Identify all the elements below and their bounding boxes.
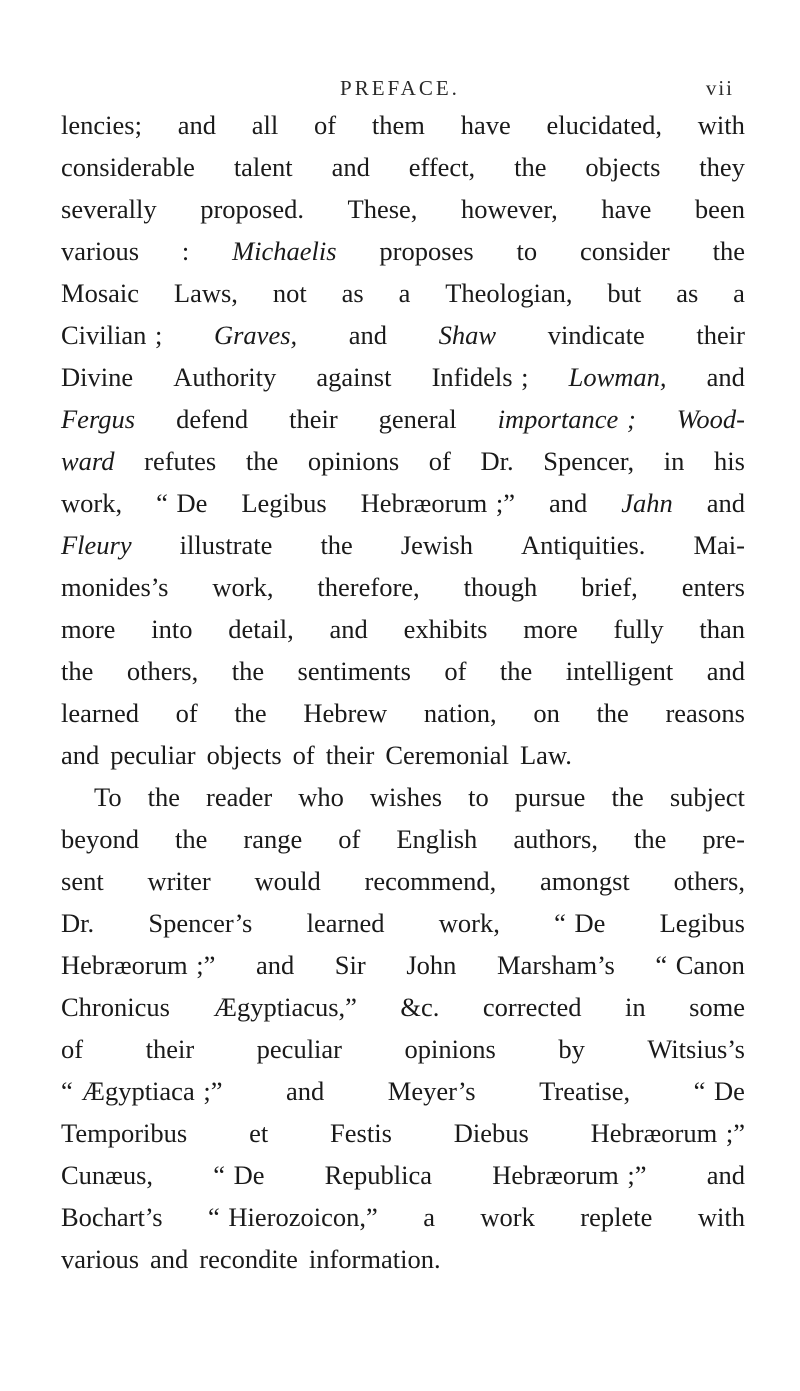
- word: work,: [438, 908, 500, 938]
- word: some: [689, 992, 745, 1022]
- word: Republica: [324, 1160, 433, 1190]
- text-line: [61, 1238, 745, 1280]
- text-line: [61, 692, 745, 734]
- word: et: [249, 1118, 269, 1148]
- word: and: [177, 110, 216, 140]
- word: the: [234, 698, 267, 728]
- word: Legibus: [241, 488, 327, 518]
- word: their: [289, 404, 338, 434]
- word: a: [733, 278, 745, 308]
- word: enters: [681, 572, 745, 602]
- word: as: [676, 278, 699, 308]
- word: replete: [580, 1202, 653, 1232]
- word: writer: [147, 866, 211, 896]
- word: and: [706, 656, 745, 686]
- word: have: [601, 194, 652, 224]
- text-line: [61, 944, 745, 986]
- word: on: [533, 698, 560, 728]
- word: importance ;: [497, 404, 636, 434]
- word: “ Canon: [655, 950, 745, 980]
- word: authors,: [513, 824, 598, 854]
- word: with: [697, 110, 745, 140]
- word: Sir: [334, 950, 366, 980]
- word: objects: [585, 152, 661, 182]
- word: with: [697, 1202, 745, 1232]
- word: of: [292, 740, 315, 770]
- word: “ De: [554, 908, 606, 938]
- text-line: [61, 104, 745, 146]
- text-line: [61, 188, 745, 230]
- word: English: [396, 824, 478, 854]
- word: the: [231, 656, 265, 686]
- word: refutes: [144, 446, 217, 476]
- word: of: [428, 446, 451, 476]
- word: Graves,: [213, 320, 298, 350]
- italic-word: [621, 482, 673, 524]
- word: Diebus: [453, 1118, 529, 1148]
- word: Meyer’s: [387, 1076, 476, 1106]
- word: the: [499, 656, 533, 686]
- text-line: [61, 314, 745, 356]
- word: Hebrew: [303, 698, 388, 728]
- page-title: PREFACE.: [340, 76, 460, 100]
- word: proposes: [379, 236, 474, 266]
- word: a: [423, 1202, 435, 1232]
- word: Antiquities.: [521, 530, 646, 560]
- word: Cunæus,: [61, 1160, 154, 1190]
- word: and: [329, 614, 368, 644]
- word: of: [175, 698, 198, 728]
- word: Mosaic: [61, 278, 140, 308]
- word: “ Hierozoicon,”: [208, 1202, 378, 1232]
- word: sentiments: [297, 656, 411, 686]
- text-line: [61, 146, 745, 188]
- text-line: [61, 860, 745, 902]
- word: ward: [61, 446, 115, 476]
- word: to: [468, 782, 489, 812]
- word: work: [480, 1202, 535, 1232]
- word: of: [314, 110, 337, 140]
- word: the: [514, 152, 547, 182]
- word: them: [371, 110, 425, 140]
- word: lencies;: [61, 110, 142, 140]
- word: Lowman,: [568, 362, 667, 392]
- text-line: [61, 230, 745, 272]
- word: in: [624, 992, 646, 1022]
- word: Jewish: [400, 530, 473, 560]
- text-line: [61, 1070, 745, 1112]
- body-text: [61, 104, 745, 1280]
- text-line: [61, 1028, 745, 1070]
- word: elucidated,: [546, 110, 663, 140]
- word: and: [255, 950, 295, 980]
- word: his: [714, 446, 745, 476]
- word: against: [316, 362, 392, 392]
- word: Wood-: [676, 404, 745, 434]
- word: Chronicus: [61, 992, 170, 1022]
- running-head: [0, 66, 800, 106]
- word: the: [633, 824, 667, 854]
- word: and: [331, 152, 370, 182]
- word: proposed.: [200, 194, 304, 224]
- word: Hebræorum ;”: [360, 488, 516, 518]
- word: information.: [308, 1244, 441, 1274]
- word: Marsham’s: [497, 950, 615, 980]
- word: the: [596, 698, 629, 728]
- text-line: [61, 272, 745, 314]
- word: “ De: [156, 488, 208, 518]
- word: wishes: [369, 782, 443, 812]
- word: however,: [460, 194, 558, 224]
- word: as: [341, 278, 364, 308]
- word: Jahn: [621, 488, 673, 518]
- italic-word: [232, 230, 337, 272]
- word: Mai-: [693, 530, 745, 560]
- word: sent: [61, 866, 104, 896]
- word: vindicate: [547, 320, 645, 350]
- text-line: [61, 1112, 745, 1154]
- word: consider: [579, 236, 670, 266]
- word: the: [611, 782, 644, 812]
- word: These,: [347, 194, 418, 224]
- word: though: [463, 572, 538, 602]
- word: of: [444, 656, 467, 686]
- word: the: [245, 446, 279, 476]
- word: Fergus: [61, 404, 136, 434]
- text-line: [61, 398, 745, 440]
- text-line: [61, 566, 745, 608]
- text-line: [61, 818, 745, 860]
- word: intelligent: [565, 656, 674, 686]
- word: by: [558, 1034, 585, 1064]
- word: the: [147, 782, 180, 812]
- word: Authority: [173, 362, 277, 392]
- text-line: [61, 776, 745, 818]
- word: recommend,: [364, 866, 497, 896]
- word: Ceremonial: [385, 740, 509, 770]
- word: of: [338, 824, 361, 854]
- word: objects: [206, 740, 282, 770]
- text-line: [61, 356, 745, 398]
- word: more: [61, 614, 116, 644]
- word: detail,: [228, 614, 294, 644]
- word: defend: [176, 404, 249, 434]
- word: Legibus: [659, 908, 745, 938]
- word: corrected: [482, 992, 582, 1022]
- word: but: [607, 278, 642, 308]
- word: Ægyptiacus,”: [213, 992, 357, 1022]
- word: various: [61, 236, 140, 266]
- word: range: [243, 824, 303, 854]
- word: all: [251, 110, 279, 140]
- word: Infidels ;: [431, 362, 529, 392]
- word: and: [706, 488, 745, 518]
- word: Dr.: [61, 908, 95, 938]
- word: reasons: [665, 698, 745, 728]
- word: their: [696, 320, 745, 350]
- word: Theologian,: [445, 278, 573, 308]
- word: Hebræorum ;”: [61, 950, 216, 980]
- word: and: [706, 362, 745, 392]
- word: To: [94, 782, 122, 812]
- word: reader: [206, 782, 273, 812]
- word: to: [516, 236, 538, 266]
- word: beyond: [61, 824, 140, 854]
- word: and: [548, 488, 588, 518]
- word: “ Ægyptiaca ;”: [61, 1076, 223, 1106]
- word: effect,: [408, 152, 476, 182]
- word: recondite: [199, 1244, 298, 1274]
- italic-word: [677, 398, 745, 440]
- word: opinions: [307, 446, 400, 476]
- italic-word: [439, 314, 496, 356]
- word: therefore,: [317, 572, 420, 602]
- word: Bochart’s: [61, 1202, 163, 1232]
- word: John: [406, 950, 457, 980]
- word: fully: [613, 614, 664, 644]
- word: considerable: [61, 152, 195, 182]
- italic-word: [214, 314, 297, 356]
- word: the: [175, 824, 208, 854]
- text-line: [61, 902, 745, 944]
- word: not: [272, 278, 307, 308]
- word: and: [150, 1244, 189, 1274]
- italic-word: [61, 524, 132, 566]
- word: Fleury: [61, 530, 132, 560]
- italic-word: [569, 356, 667, 398]
- text-line: [61, 1196, 745, 1238]
- text-line: [61, 1154, 745, 1196]
- text-line: [61, 524, 745, 566]
- word: Civilian ;: [61, 320, 163, 350]
- word: their: [325, 740, 375, 770]
- word: learned: [306, 908, 385, 938]
- word: into: [151, 614, 193, 644]
- text-line: [61, 482, 745, 524]
- word: nation,: [423, 698, 497, 728]
- italic-word: [61, 398, 135, 440]
- word: Festis: [330, 1118, 392, 1148]
- word: exhibits: [403, 614, 488, 644]
- word: pre-: [702, 824, 745, 854]
- word: been: [694, 194, 745, 224]
- word: monides’s: [61, 572, 169, 602]
- italic-word: [61, 440, 115, 482]
- word: illustrate: [179, 530, 273, 560]
- word: Law.: [519, 740, 572, 770]
- word: pursue: [514, 782, 586, 812]
- word: others,: [126, 656, 199, 686]
- word: “ De: [693, 1076, 745, 1106]
- word: who: [298, 782, 344, 812]
- word: and: [706, 1160, 745, 1190]
- word: Spencer’s: [148, 908, 253, 938]
- word: have: [460, 110, 511, 140]
- word: of: [61, 1034, 84, 1064]
- word: more: [523, 614, 578, 644]
- word: would: [254, 866, 321, 896]
- italic-word: [498, 398, 636, 440]
- word: and: [285, 1076, 325, 1106]
- word: Spencer,: [543, 446, 635, 476]
- word: Hebræorum ;”: [492, 1160, 647, 1190]
- page-number: vii: [705, 76, 734, 100]
- word: work,: [61, 488, 123, 518]
- word: the: [712, 236, 745, 266]
- word: Divine: [61, 362, 134, 392]
- text-line: [61, 608, 745, 650]
- word: brief,: [581, 572, 638, 602]
- word: work,: [212, 572, 274, 602]
- word: Michaelis: [232, 236, 337, 266]
- text-line: [61, 440, 745, 482]
- word: Dr.: [480, 446, 514, 476]
- word: in: [663, 446, 685, 476]
- word: than: [699, 614, 745, 644]
- word: amongst: [540, 866, 630, 896]
- word: Treatise,: [539, 1076, 631, 1106]
- word: “ De: [213, 1160, 265, 1190]
- text-line: [61, 734, 745, 776]
- word: Temporibus: [61, 1118, 188, 1148]
- text-line: [61, 986, 745, 1028]
- word: peculiar: [256, 1034, 343, 1064]
- word: severally: [61, 194, 157, 224]
- word: the: [61, 656, 94, 686]
- word: Shaw: [438, 320, 497, 350]
- word: and: [348, 320, 388, 350]
- word: talent: [233, 152, 293, 182]
- word: various: [61, 1244, 140, 1274]
- word: subject: [669, 782, 745, 812]
- word: Laws,: [173, 278, 238, 308]
- text-line: [61, 650, 745, 692]
- word: :: [181, 236, 190, 266]
- word: they: [699, 152, 745, 182]
- word: opinions: [404, 1034, 496, 1064]
- word: the: [320, 530, 353, 560]
- word: Hebræorum ;”: [590, 1118, 745, 1148]
- word: others,: [673, 866, 745, 896]
- word: peculiar: [110, 740, 196, 770]
- word: Witsius’s: [647, 1034, 745, 1064]
- word: a: [398, 278, 411, 308]
- word: and: [61, 740, 100, 770]
- word: learned: [61, 698, 139, 728]
- word: general: [378, 404, 457, 434]
- word: &c.: [400, 992, 440, 1022]
- word: their: [145, 1034, 195, 1064]
